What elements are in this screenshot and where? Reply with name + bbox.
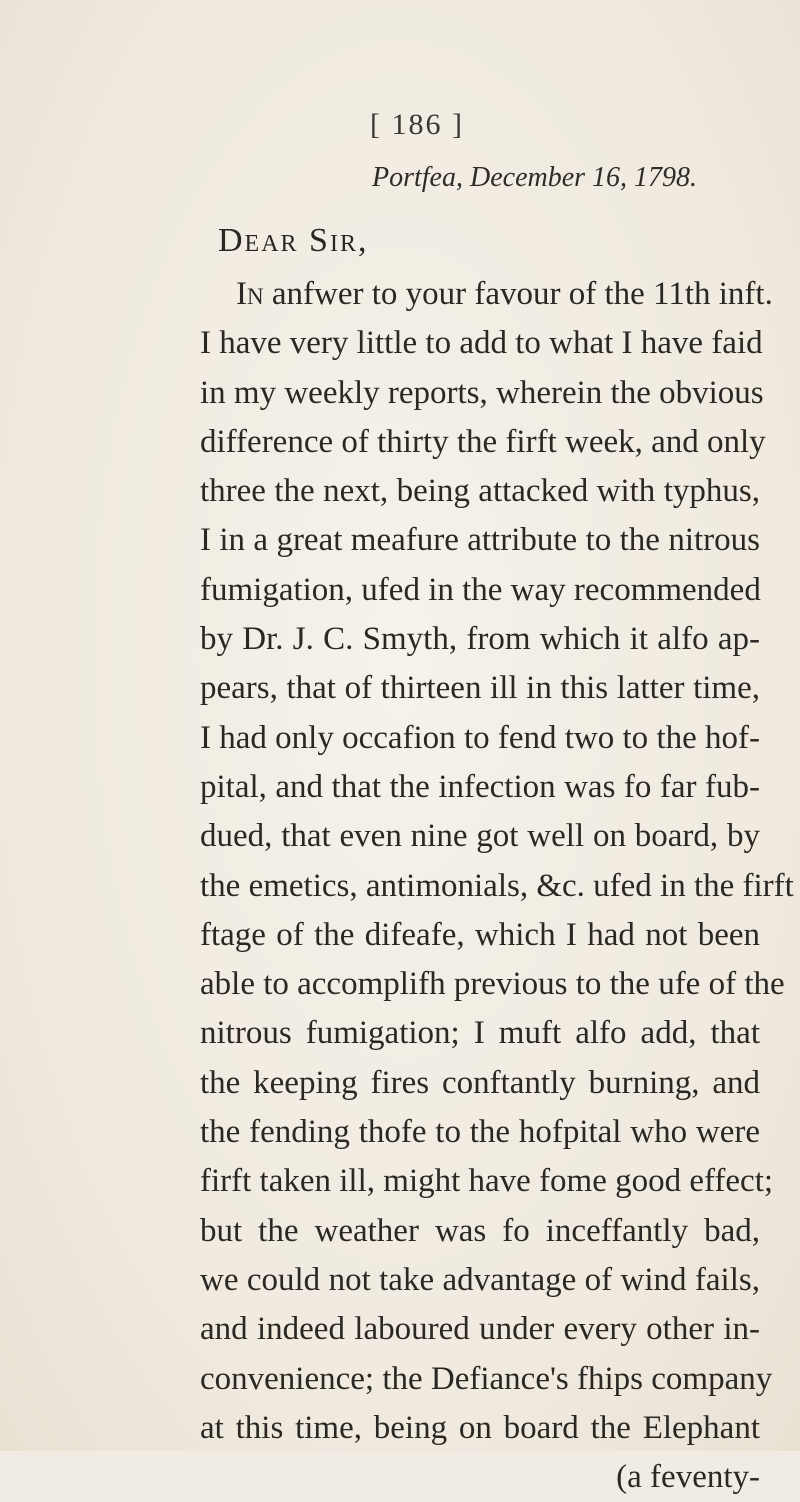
text-line: I have very little to add to what I have faid (200, 325, 763, 362)
text-line (200, 270, 773, 319)
page-number: [ 186 ] (370, 108, 464, 141)
text-line: I had only occafion to fend two to the hof- (200, 719, 760, 756)
text-line: able to accomplifh previous to the ufe of the (200, 966, 785, 1003)
text-line: and indeed laboured under every other in- (200, 1311, 760, 1348)
text-line: but the weather was fo inceffantly bad, (200, 1212, 760, 1249)
text-line: pital, and that the infection was fo far fub- (200, 768, 760, 805)
catchword: (a feventy- (616, 1459, 760, 1496)
text-line: the fending thofe to the hofpital who were (200, 1114, 760, 1151)
text-line: nitrous fumigation; I muft alfo add, that (200, 1015, 760, 1052)
text-line: three the next, being attacked with typhus, (200, 473, 760, 510)
text-line: in my weekly reports, wherein the obvious (200, 374, 764, 411)
text-line: by Dr. J. C. Smyth, from which it alfo ap- (200, 621, 760, 658)
text-line: convenience; the Defiance's fhips company (200, 1360, 773, 1397)
text-line: pears, that of thirteen ill in this latter time, (200, 670, 760, 707)
lead-word: In (236, 276, 264, 312)
text-line: I in a great meafure attribute to the nitrous (200, 522, 760, 559)
letter-body (200, 270, 794, 1502)
text-line: the emetics, antimonials, &c. ufed in the firft (200, 867, 794, 904)
text-line: fumigation, ufed in the way recommended (200, 571, 761, 608)
text-line: dued, that even nine got well on board, by (200, 818, 760, 855)
text-line: we could not take advantage of wind fails, (200, 1261, 760, 1298)
text-line: ftage of the difeafe, which I had not been (200, 916, 760, 953)
letter-dateline: Portfea, December 16, 1798. (372, 162, 698, 193)
text-line: the keeping fires conftantly burning, and (200, 1064, 760, 1101)
letter-salutation: Dear Sir, (218, 222, 369, 259)
first-line-text: anfwer to your favour of the 11th inft. (271, 276, 773, 312)
text-line: at this time, being on board the Elephant (200, 1409, 760, 1446)
text-line: firft taken ill, might have fome good effect; (200, 1163, 774, 1200)
text-line: difference of thirty the firft week, and only (200, 423, 766, 460)
